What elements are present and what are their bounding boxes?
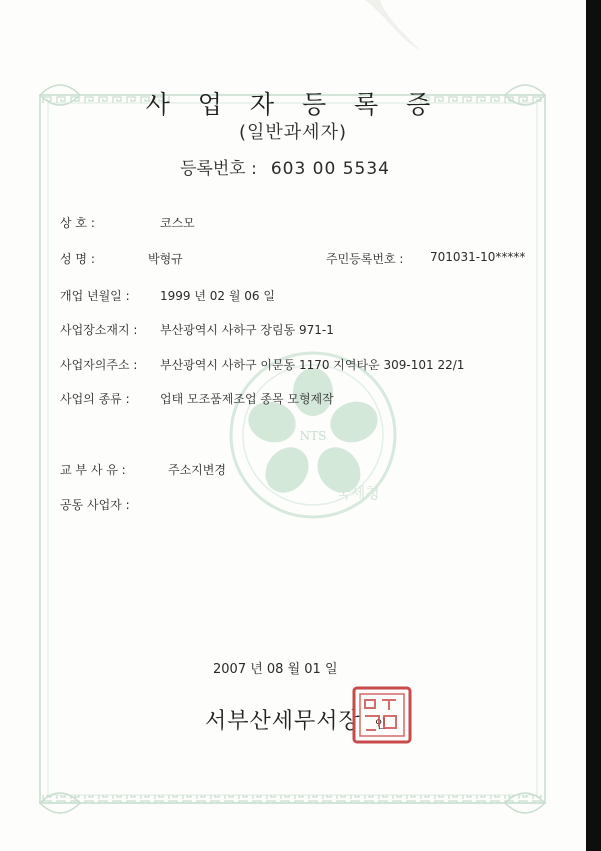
start-date-value: 1999 년 02 월 06 일 (160, 289, 275, 303)
joint-owner-label: 공동 사업자 : (60, 498, 130, 512)
resident-number-label: 주민등록번호 : (326, 252, 404, 266)
resident-number-value: 701031-10***** (430, 250, 526, 264)
issuing-office-name: 서부산세무서장 (205, 709, 361, 734)
name-label: 성 명 : (60, 252, 95, 266)
scan-edge-shadow (586, 0, 601, 851)
nts-watermark-emblem (218, 350, 408, 525)
registration-number (180, 154, 390, 179)
business-location-label: 사업장소재지 : (60, 323, 138, 337)
official-seal-stamp (352, 686, 412, 744)
trade-name-value: 코스모 (160, 216, 195, 230)
watermark-nts-text: NTS (299, 429, 327, 443)
document-subtitle: (일반과세자) (239, 122, 347, 143)
trade-name-label: 상 호 : (60, 216, 95, 230)
issue-reason-label: 교 부 사 유 : (60, 463, 126, 477)
start-date-label: 개업 년월일 : (60, 289, 130, 303)
owner-address-label: 사업자의주소 : (60, 358, 138, 372)
business-type-label: 사업의 종류 : (60, 392, 130, 406)
registration-number-label: 등록번호 : (180, 159, 257, 179)
name-value: 박형규 (148, 252, 183, 266)
owner-address-value: 부산광역시 사하구 이문동 1170 지역타운 309-101 22/1 (160, 358, 465, 372)
seal-suffix: 인 (374, 717, 388, 731)
watermark-caption: 국세청 (336, 484, 380, 502)
document-title: 사 업 자 등 록 증 (145, 90, 441, 119)
business-type-value: 업태 모조품제조업 종목 모형제작 (160, 392, 334, 406)
business-location-value: 부산광역시 사하구 장림동 971-1 (160, 323, 334, 337)
issue-date: 2007 년 08 월 01 일 (213, 662, 338, 677)
registration-number-value: 603 00 5534 (270, 159, 390, 179)
issue-reason-value: 주소지변경 (168, 463, 226, 477)
